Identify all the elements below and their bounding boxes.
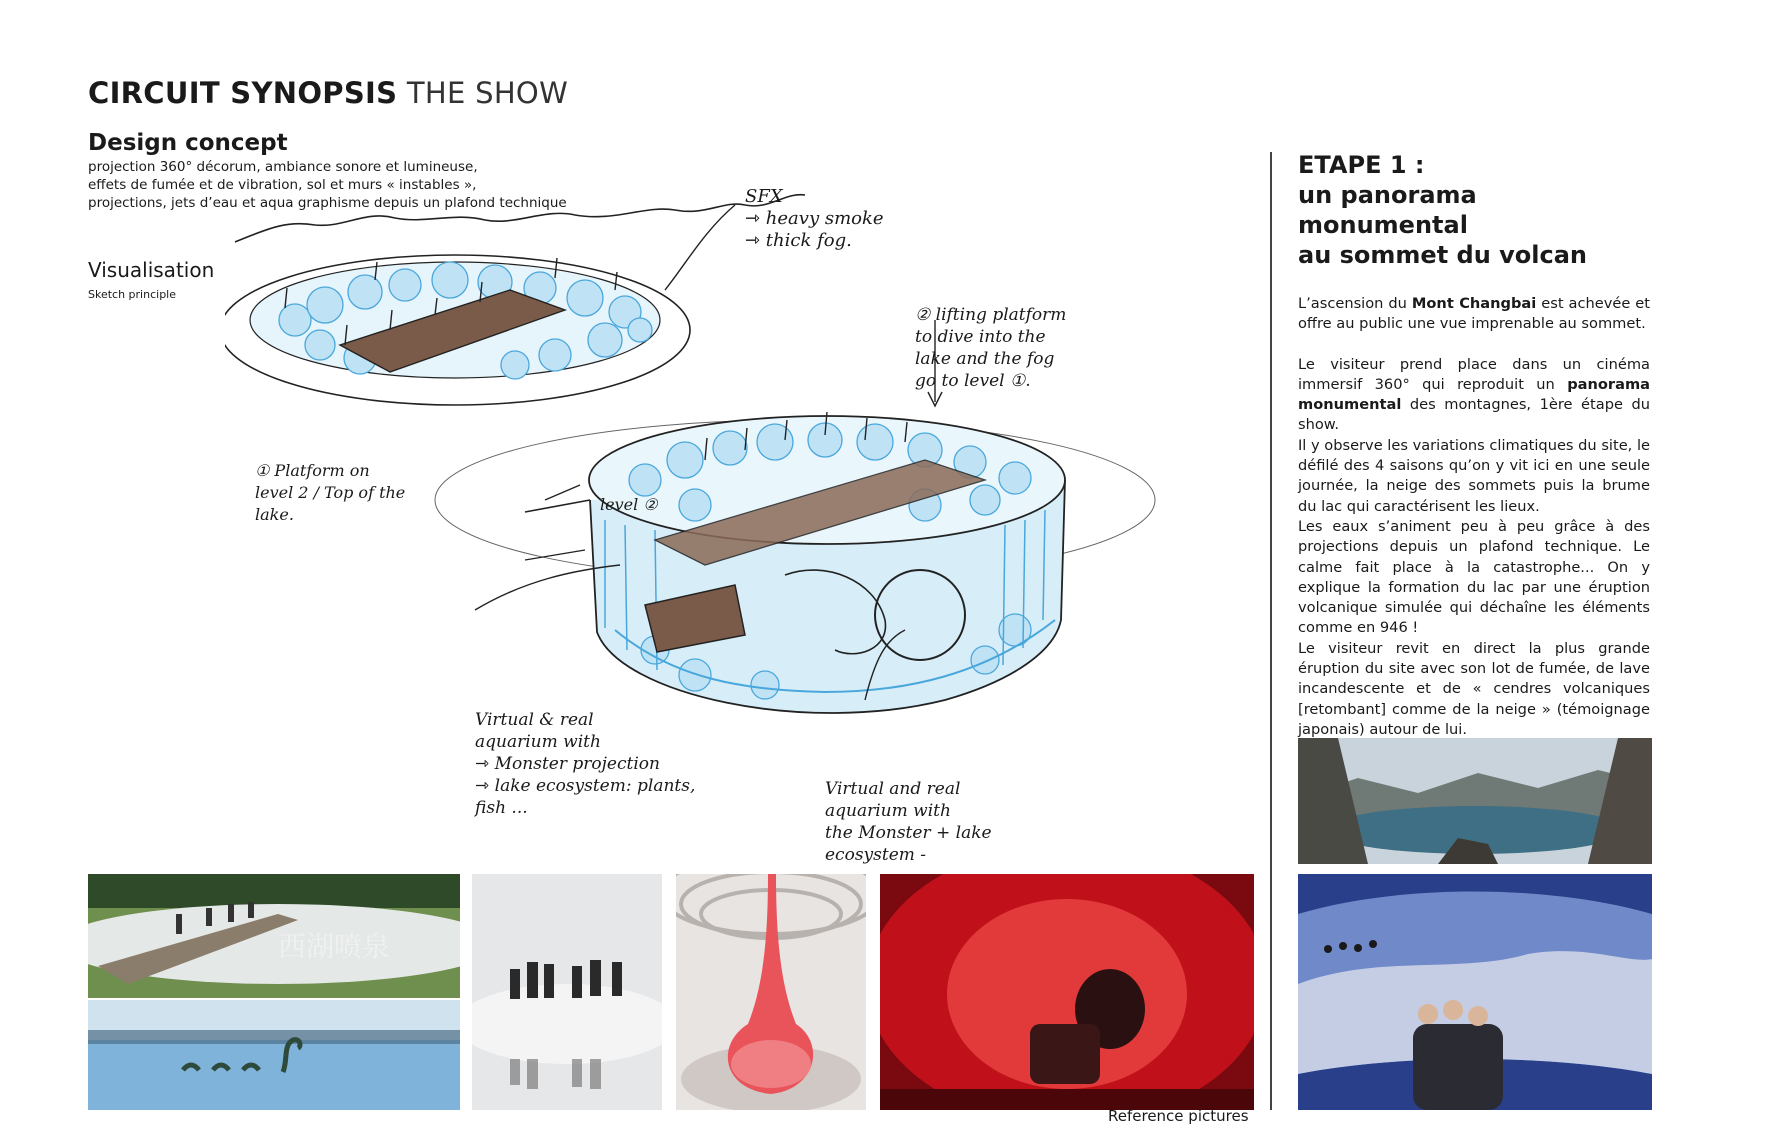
reference-photo-people-fog <box>472 874 662 1110</box>
title-bold: CIRCUIT SYNOPSIS <box>88 76 398 110</box>
reference-watermark: 西湖喷泉 <box>278 930 391 963</box>
annotation-virtual-right: Virtual and real aquarium with the Monster + lake ecosystem - <box>825 779 992 865</box>
photo-360-cinema <box>1298 874 1652 1110</box>
visualisation-heading: Visualisation <box>88 258 215 282</box>
reference-photo-lake-monster <box>88 1000 460 1110</box>
concept-line: projection 360° décorum, ambiance sonore et lumineuse, <box>88 159 478 175</box>
concept-line: effets de fumée et de vibration, sol et murs « instables », <box>88 177 477 193</box>
concept-sketch <box>225 180 1235 870</box>
annotation-level-2: level ② <box>600 495 658 514</box>
etape-title <box>1298 150 1587 270</box>
lower-cylinder <box>435 412 1155 713</box>
annotation-virtual-left: Virtual & real aquarium with ⇾ Monster projection ⇾ lake ecosystem: plants, fish ... <box>475 710 696 818</box>
etape-paragraph: L’ascension du Mont Changbai est achevée et offre au public une vue imprenable au sommet. <box>1298 295 1651 333</box>
annotation-platform-1: ① Platform on level 2 / Top of the lake. <box>255 461 406 524</box>
etape-paragraph: Les eaux s’animent peu à peu grâce à des projections depuis un plafond technique. Le calme fait place à la catastrophe... On y explique la formation du lac par une éruption volcanique simulée qui déchaîne les éléments comme en 946 ! <box>1298 517 1650 637</box>
photo-crater-lake <box>1298 738 1652 864</box>
etape-title-line: monumental <box>1298 211 1468 239</box>
etape-paragraph: Il y observe les variations climatiques du site, le défilé des 4 saisons qu’on y vit ici en une seule journée, la neige des sommets puis la brume du lac qui caractérisent les lieux. <box>1298 436 1650 515</box>
concept-line: projections, jets d’eau et aqua graphisme depuis un plafond technique <box>88 195 567 211</box>
reference-photo-boardwalk-fog <box>88 874 460 998</box>
etape-title-line: un panorama <box>1298 181 1477 209</box>
upper-basin <box>225 255 690 405</box>
etape-paragraph: Le visiteur prend place dans un cinéma immersif 360° qui reproduit un panorama monumental des montagnes, 1ère étape du show. <box>1298 355 1650 434</box>
page-title <box>88 76 568 110</box>
etape-body <box>1298 294 1650 740</box>
ridge-line <box>235 195 805 242</box>
etape-title-line: ETAPE 1 : <box>1298 151 1425 179</box>
column-divider <box>1270 152 1272 1110</box>
reference-photo-red-smoke <box>676 874 866 1110</box>
title-light: THE SHOW <box>406 76 569 110</box>
annotation-lifting-platform: ② lifting platform to dive into the lake and the fog go to level ①. <box>915 305 1067 391</box>
etape-paragraph: Le visiteur revit en direct la plus grande éruption du site avec son lot de fumée, de lave incandescente et de « cendres volcaniques [retombant] comme de la neige » (témoignage japonais) autour de lui. <box>1298 639 1650 738</box>
reference-pictures-label: Reference pictures <box>1108 1107 1249 1125</box>
reference-photo-red-tunnel <box>880 874 1254 1110</box>
design-concept-heading: Design concept <box>88 130 288 156</box>
visualisation-subheading: Sketch principle <box>88 288 176 301</box>
annotation-sfx: SFX ⇾ heavy smoke ⇾ thick fog. <box>745 186 884 251</box>
etape-title-line: au sommet du volcan <box>1298 241 1588 269</box>
